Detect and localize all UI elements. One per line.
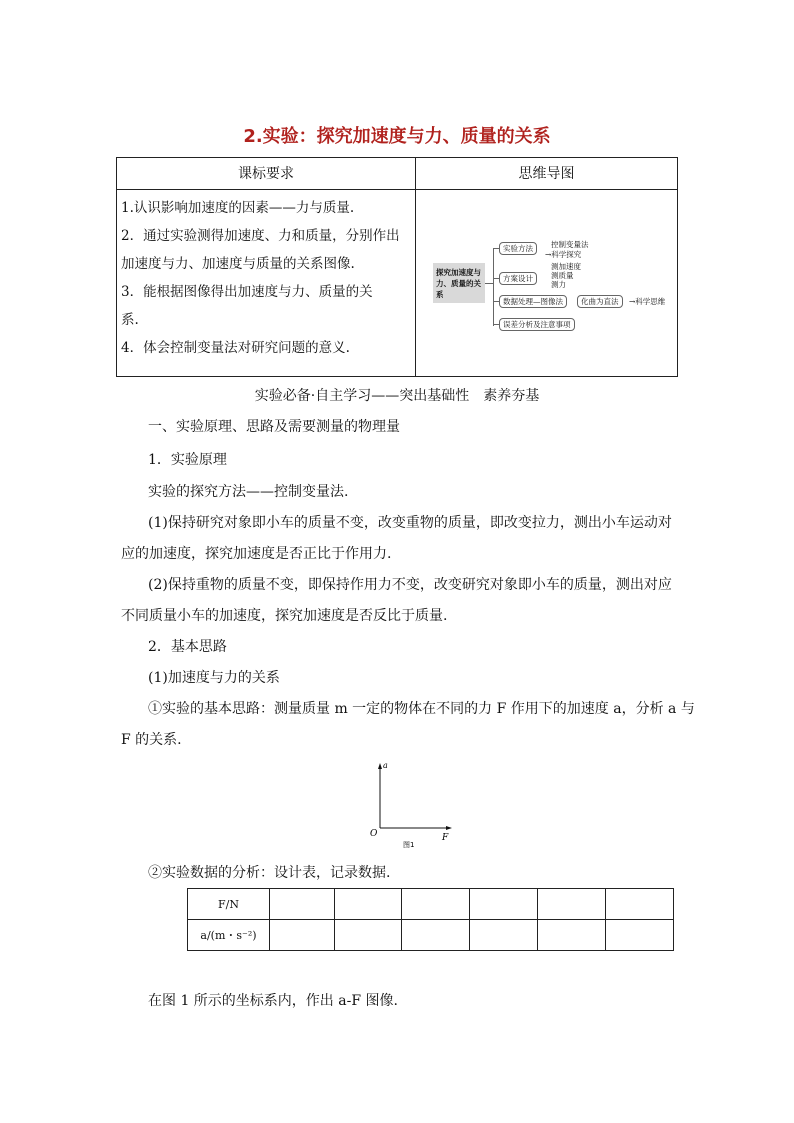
data-cell[interactable] xyxy=(270,889,335,920)
mindmap-data: 数据处理—图像法 xyxy=(499,295,567,308)
data-cell[interactable] xyxy=(402,920,470,951)
row-label-force: F/N xyxy=(188,889,270,920)
origin-label: O xyxy=(370,829,378,839)
mind-map xyxy=(433,238,673,338)
mindmap-measure-mass: 测质量 xyxy=(551,271,574,280)
requirement-item: 加速度与力、加速度与质量的关系图像. xyxy=(121,256,355,272)
y-axis-arrow xyxy=(378,763,382,769)
paragraph-p3b: 不同质量小车的加速度，探究加速度是否反比于质量. xyxy=(121,608,448,624)
requirements-list xyxy=(121,194,411,362)
requirement-item: 1.认识影响加速度的因素——力与质量. xyxy=(121,200,355,216)
data-cell[interactable] xyxy=(402,889,470,920)
requirement-item: 系. xyxy=(121,312,139,328)
mindmap-measure-acc: 测加速度 xyxy=(551,262,581,271)
header-curriculum: 课标要求 xyxy=(117,158,415,190)
y-axis-label: a xyxy=(383,761,388,770)
heading-1-2: 2．基本思路 xyxy=(148,639,227,655)
mindmap-method: 实验方法 xyxy=(499,242,537,255)
x-axis-arrow xyxy=(446,826,452,830)
paragraph-p2a: (1)保持研究对象即小车的质量不变，改变重物的质量，即改变拉力，测出小车运动对 xyxy=(148,515,672,531)
header-mindmap: 思维导图 xyxy=(416,158,677,190)
mindmap-root: 探究加速度与力、质量的关系 xyxy=(433,263,485,303)
mindmap-inquiry: →科学探究 xyxy=(545,250,582,259)
paragraph-p5a: ①实验的基本思路：测量质量 m 一定的物体在不同的力 F 作用下的加速度 a，分析 a 与 xyxy=(148,701,695,717)
heading-1: 一、实验原理、思路及需要测量的物理量 xyxy=(148,419,400,435)
mindmap-measure-force: 测力 xyxy=(551,280,566,289)
paragraph-p5b: F 的关系. xyxy=(121,732,182,748)
requirement-item: 2．通过实验测得加速度、力和质量，分别作出 xyxy=(121,228,400,244)
mindmap-control: 控制变量法 xyxy=(551,240,589,249)
mindmap-linear: 化曲为直法 xyxy=(577,295,623,308)
data-cell[interactable] xyxy=(470,889,538,920)
data-table xyxy=(187,888,674,951)
requirement-item: 4．体会控制变量法对研究问题的意义. xyxy=(121,340,350,356)
data-cell[interactable] xyxy=(538,920,606,951)
table-row xyxy=(188,889,674,920)
data-cell[interactable] xyxy=(470,920,538,951)
data-cell[interactable] xyxy=(606,920,674,951)
paragraph-p4: (1)加速度与力的关系 xyxy=(148,670,280,686)
requirement-item: 3．能根据图像得出加速度与力、质量的关 xyxy=(121,284,373,300)
table-divider xyxy=(415,158,416,376)
page-title: 2.实验：探究加速度与力、质量的关系 xyxy=(243,126,551,147)
mindmap-error: 误差分析及注意事项 xyxy=(499,318,575,331)
data-cell[interactable] xyxy=(606,889,674,920)
section-head: 实验必备·自主学习——突出基础性 素养夯基 xyxy=(254,388,540,404)
x-axis-label: F xyxy=(442,833,449,843)
data-cell[interactable] xyxy=(335,889,402,920)
mindmap-thinking: →科学思维 xyxy=(629,297,666,306)
paragraph-p3a: (2)保持重物的质量不变，即保持作用力不变，改变研究对象即小车的质量，测出对应 xyxy=(148,577,672,593)
data-cell[interactable] xyxy=(538,889,606,920)
axes-graph xyxy=(370,760,460,850)
requirements-table xyxy=(116,157,678,377)
paragraph-p1: 实验的探究方法——控制变量法. xyxy=(148,484,349,500)
paragraph-p7: 在图 1 所示的坐标系内，作出 a-F 图像. xyxy=(148,993,398,1009)
graph-caption: 图1 xyxy=(403,841,415,849)
data-cell[interactable] xyxy=(270,920,335,951)
mindmap-design: 方案设计 xyxy=(499,272,537,285)
row-label-acceleration: a/(m・s⁻²) xyxy=(188,920,270,951)
paragraph-p2b: 应的加速度，探究加速度是否正比于作用力. xyxy=(121,546,392,562)
data-cell[interactable] xyxy=(335,920,402,951)
paragraph-p6: ②实验数据的分析：设计表，记录数据. xyxy=(148,865,391,881)
table-row xyxy=(188,920,674,951)
heading-1-1: 1．实验原理 xyxy=(148,452,227,468)
